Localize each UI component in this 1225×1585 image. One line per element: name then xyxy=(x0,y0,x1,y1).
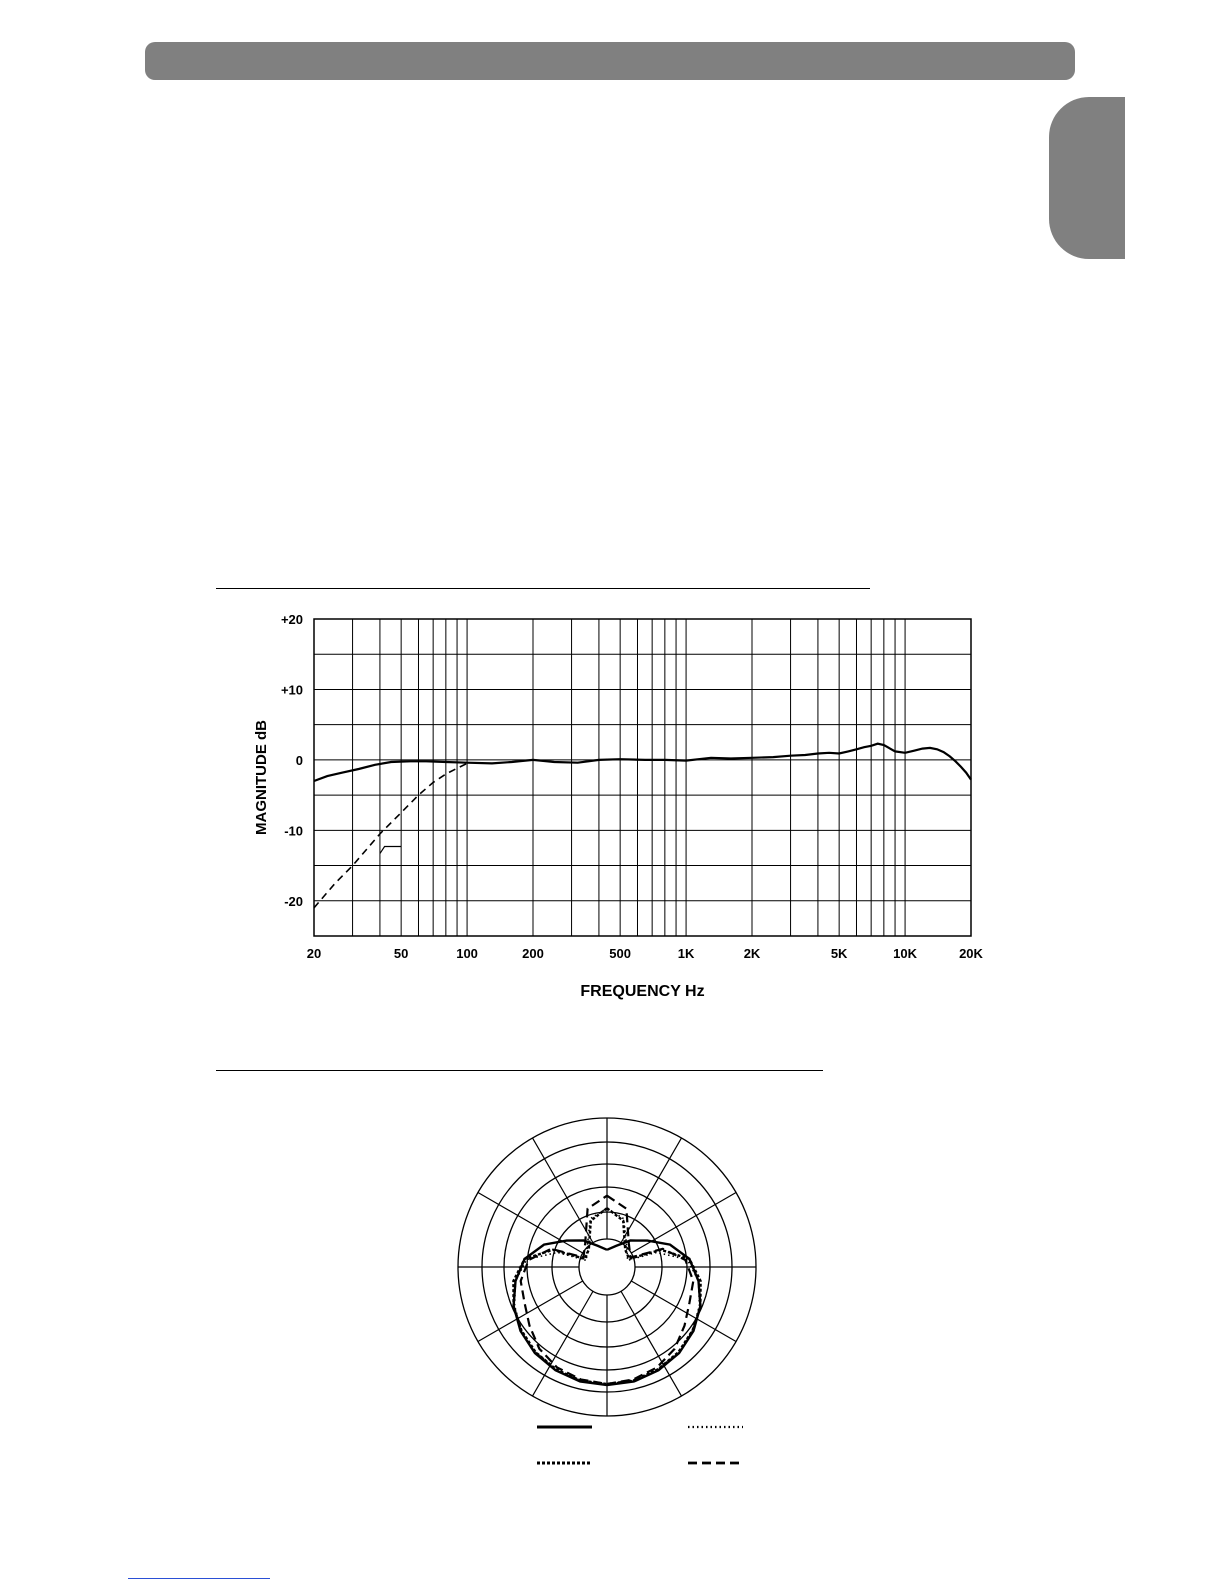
section-rule-polar xyxy=(216,1070,823,1071)
x-tick-label: 2K xyxy=(743,946,761,961)
x-tick-label: 20 xyxy=(306,946,322,961)
series-line-1 xyxy=(314,744,971,781)
footer-link-underline[interactable] xyxy=(128,1578,270,1579)
x-tick-label: 50 xyxy=(393,946,409,961)
x-tick-label: 10K xyxy=(893,946,918,961)
x-tick-label: 1K xyxy=(677,946,695,961)
y-tick-label: -20 xyxy=(284,893,303,909)
polar-ring xyxy=(579,1239,635,1295)
series-line-2 xyxy=(314,763,467,907)
x-tick-label: 500 xyxy=(609,946,632,961)
x-axis-label: FREQUENCY Hz xyxy=(580,983,705,1000)
plot-frame xyxy=(314,619,971,936)
y-tick-label: +10 xyxy=(280,682,303,698)
x-tick-label: 100 xyxy=(456,946,478,961)
annotation-leader xyxy=(380,847,401,854)
y-tick-label: 0 xyxy=(295,752,303,768)
y-tick-label: -10 xyxy=(284,823,303,839)
y-axis-label: MAGNITUDE dB xyxy=(253,720,270,835)
y-tick-label: +20 xyxy=(280,612,303,627)
polar-pattern-chart xyxy=(0,1080,1225,1580)
x-tick-label: 20K xyxy=(959,946,983,961)
x-tick-label: 200 xyxy=(522,946,544,961)
x-tick-label: 5K xyxy=(830,946,848,961)
